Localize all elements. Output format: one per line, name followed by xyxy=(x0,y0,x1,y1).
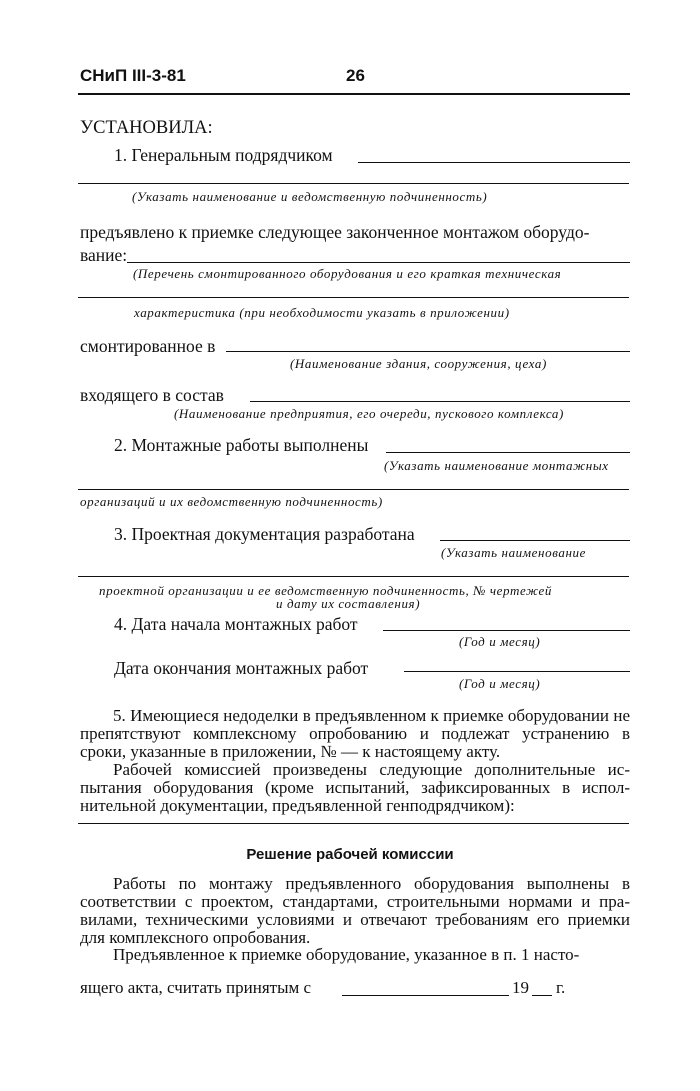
hint-equipment-list: (Перечень смонтированного оборудования и его краткая техническая xyxy=(133,266,562,281)
document-code: СНиП III-3-81 xyxy=(80,66,186,85)
hint-project-org-date: и дату их составления) xyxy=(276,596,421,611)
accepted-text-line1: Предъявленное к приемке оборудование, указанное в п. 1 насто- xyxy=(113,945,580,964)
presented-text-line1: предъявлено к приемке следующее законченное монтажом оборудо- xyxy=(80,222,590,242)
part-of-label: входящего в состав xyxy=(80,385,224,405)
installation-orgs-field[interactable] xyxy=(386,452,630,453)
hint-project-org-cont: проектной организации и ее ведомственную подчиненность, № чертежей xyxy=(99,583,553,598)
acceptance-date-field[interactable] xyxy=(342,995,509,996)
hint-building: (Наименование здания, сооружения, цеха) xyxy=(290,356,547,371)
installation-orgs-field-line2[interactable] xyxy=(78,489,629,490)
end-date-label: Дата окончания монтажных работ xyxy=(114,658,369,678)
general-contractor-field-line2[interactable] xyxy=(78,183,629,184)
hint-equipment-characteristics: характеристика (при необходимости указать в приложении) xyxy=(134,305,510,320)
year-suffix: г. xyxy=(556,978,566,997)
start-date-field[interactable] xyxy=(383,630,630,631)
hint-installation-orgs: (Указать наименование монтажных xyxy=(384,458,609,473)
established-heading: УСТАНОВИЛА: xyxy=(80,118,213,138)
installation-works-label: 2. Монтажные работы выполнены xyxy=(114,435,369,455)
general-contractor-label: 1. Генеральным подрядчиком xyxy=(114,145,333,165)
additional-tests-field[interactable] xyxy=(78,823,629,824)
accepted-text-line2: ящего акта, считать принятым с xyxy=(80,978,312,997)
presented-text-line2: вание: xyxy=(80,245,128,265)
hint-installation-orgs-cont: организаций и их ведомственную подчиненность) xyxy=(80,494,383,509)
end-date-field[interactable] xyxy=(404,671,630,672)
hint-start-date: (Год и месяц) xyxy=(459,634,541,649)
mounted-in-label: смонтированное в xyxy=(80,336,216,356)
hint-project-org: (Указать наименование xyxy=(441,545,586,560)
hint-general-contractor: (Указать наименование и ведомственную подчиненность) xyxy=(132,189,488,204)
decision-heading: Решение рабочей комиссии xyxy=(246,846,454,863)
equipment-field-line2[interactable] xyxy=(78,297,629,298)
defects-paragraph: 5. Имеющиеся недоделки в предъявленном к приемке оборудовании не препятствуют комплексному опробованию и подлежат устранению в сроки, указанные в приложении, № — к настоящему акту. xyxy=(80,706,630,761)
building-field[interactable] xyxy=(226,351,630,352)
hint-enterprise: (Наименование предприятия, его очереди, пускового комплекса) xyxy=(174,406,564,421)
project-docs-label: 3. Проектная документация разработана xyxy=(114,524,415,544)
page-number: 26 xyxy=(346,66,365,85)
year-field[interactable] xyxy=(532,995,552,996)
equipment-field[interactable] xyxy=(127,262,630,263)
additional-tests-paragraph: Рабочей комиссией произведены следующие дополнительные испытания оборудования (кроме испытаний, зафиксированных в исполнительной документации, предъявленной генподрядчиком): xyxy=(80,760,630,815)
general-contractor-field[interactable] xyxy=(358,162,630,163)
header-rule xyxy=(78,93,630,95)
hint-end-date: (Год и месяц) xyxy=(459,676,541,691)
decision-paragraph: Работы по монтажу предъявленного оборудования выполнены в соответствии с проектом, стандартами, строительными нормами и правилами, техническими условиями и отвечают требованиям его приемки для комплексного опробования. xyxy=(80,874,630,947)
enterprise-field[interactable] xyxy=(250,401,630,402)
project-org-field-line2[interactable] xyxy=(78,576,629,577)
start-date-label: 4. Дата начала монтажных работ xyxy=(114,614,358,634)
year-prefix: 19 xyxy=(512,978,529,997)
project-org-field[interactable] xyxy=(440,540,630,541)
